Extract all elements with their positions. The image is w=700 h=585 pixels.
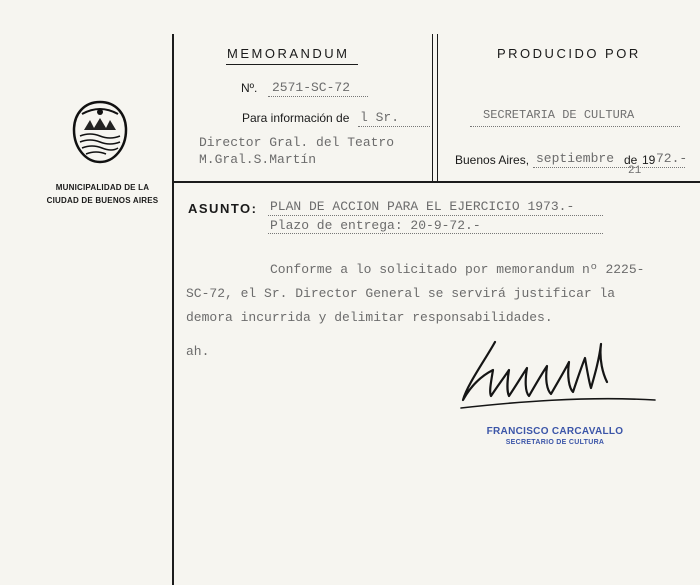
municipality-name xyxy=(40,181,165,207)
header-divider-right xyxy=(437,34,438,182)
asunto-label: ASUNTO: xyxy=(188,201,258,216)
body-initials: ah. xyxy=(186,344,210,359)
handwritten-signature xyxy=(455,330,670,420)
municipality-line1: MUNICIPALIDAD DE LA xyxy=(55,183,150,192)
municipal-seal-icon xyxy=(72,100,128,164)
recipient-line1: Director Gral. del Teatro xyxy=(199,135,395,150)
para-label: Para información de xyxy=(242,111,350,125)
official-stamp xyxy=(470,426,640,446)
body-line3: demora incurrida y delimitar responsabilidades. xyxy=(186,310,553,325)
number-value: 2571-SC-72 xyxy=(272,80,351,95)
body-line2: SC-72, el Sr. Director General se servirá justificar la xyxy=(186,286,616,301)
producido-dotline xyxy=(470,126,680,127)
producido-value: SECRETARIA DE CULTURA xyxy=(483,108,635,122)
asunto-line2: Plazo de entrega: 20-9-72.- xyxy=(270,218,481,233)
left-column-divider xyxy=(172,34,174,585)
body-line1: Conforme a lo solicitado por memorandum nº 2225- xyxy=(270,262,645,277)
para-dotline xyxy=(358,126,430,127)
header-divider-left xyxy=(432,34,433,182)
para-value: l Sr. xyxy=(360,110,400,125)
date-de: de xyxy=(624,153,638,167)
place-label: Buenos Aires, xyxy=(455,153,530,167)
municipality-line2: CIUDAD DE BUENOS AIRES xyxy=(46,196,159,205)
stamp-name: FRANCISCO CARCAVALLO xyxy=(486,426,624,437)
memorandum-title: MEMORANDUM xyxy=(227,46,350,61)
number-dotline xyxy=(268,96,368,97)
memorandum-underline xyxy=(226,64,358,65)
stamp-title: SECRETARIO DE CULTURA xyxy=(505,439,605,446)
date-dotline xyxy=(533,167,685,168)
header-bottom-rule xyxy=(172,181,700,183)
asunto-dotline1 xyxy=(268,215,603,216)
number-label: Nº. xyxy=(241,81,258,95)
recipient-line2: M.Gral.S.Martín xyxy=(199,152,317,167)
date-year-prefix: 19 xyxy=(642,153,656,167)
date-year: 72.- xyxy=(656,151,688,166)
producido-label: PRODUCIDO POR xyxy=(497,46,641,61)
date-month: septiembre xyxy=(536,151,615,166)
asunto-line1: PLAN DE ACCION PARA EL EJERCICIO 1973.- xyxy=(270,199,575,214)
asunto-dotline2 xyxy=(268,233,603,234)
date-day: 21 xyxy=(628,165,642,177)
